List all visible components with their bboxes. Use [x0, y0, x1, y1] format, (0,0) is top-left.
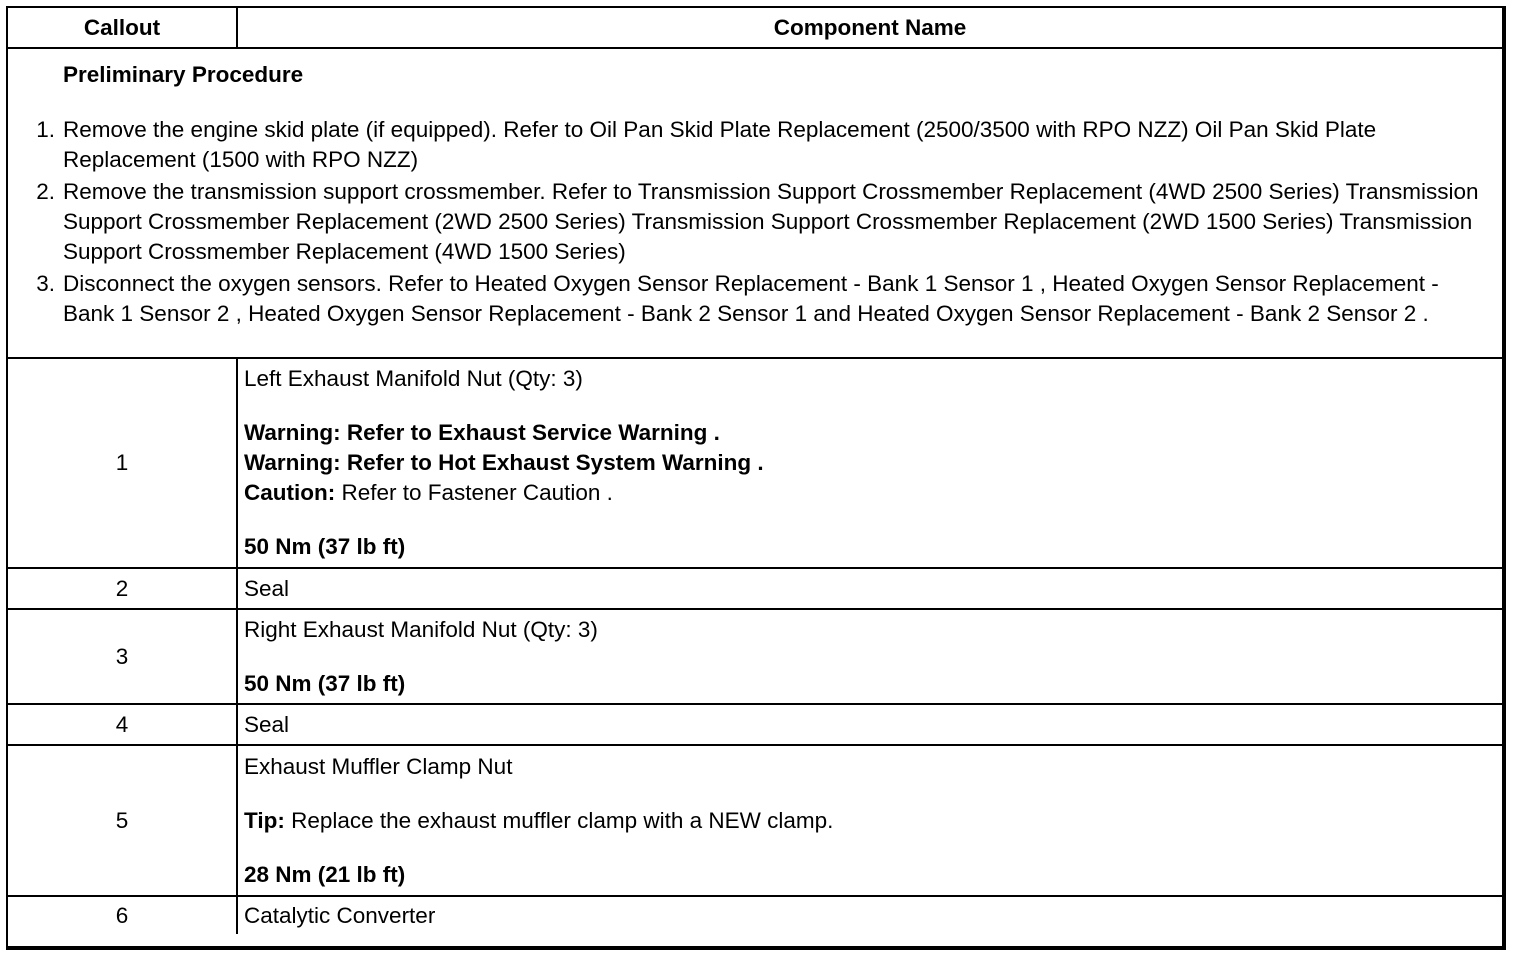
- table-row: [8, 609, 1502, 704]
- callout-cell: 4: [8, 704, 237, 745]
- callout-cell: 3: [8, 609, 237, 704]
- table-header-row: [8, 8, 1502, 48]
- caution-text: Refer to Fastener Caution .: [335, 480, 613, 505]
- component-table: [8, 8, 1502, 934]
- callout-cell: 6: [8, 896, 237, 934]
- table-row: [8, 704, 1502, 745]
- component-cell: [237, 358, 1502, 568]
- component-cell: [237, 896, 1502, 934]
- warning-text: Warning: Refer to Exhaust Service Warning .: [244, 420, 720, 445]
- component-cell: [237, 745, 1502, 896]
- preliminary-procedure-cell: [8, 48, 1502, 358]
- step-number: 2.: [36, 179, 55, 204]
- preliminary-procedure-row: [8, 48, 1502, 358]
- component-cell: [237, 704, 1502, 745]
- tip-line: [244, 806, 1502, 836]
- preliminary-procedure-title: Preliminary Procedure: [63, 62, 304, 87]
- step-number: 3.: [36, 271, 55, 296]
- component-name: Right Exhaust Manifold Nut (Qty: 3): [244, 616, 598, 642]
- caution-label: Caution:: [244, 480, 336, 505]
- torque-spec: 50 Nm (37 lb ft): [244, 534, 406, 559]
- callout-cell: 1: [8, 358, 237, 568]
- table-row: [8, 358, 1502, 568]
- procedure-step: [36, 115, 1502, 175]
- component-cell: [237, 568, 1502, 609]
- step-text: Remove the engine skid plate (if equipped). Refer to Oil Pan Skid Plate Replacement (2500/3500 with RPO NZZ) Oil Pan Skid Plate Replacement (1500 with RPO NZZ): [63, 117, 1377, 172]
- component-table-frame: [6, 6, 1506, 950]
- component-name: Seal: [244, 711, 290, 737]
- torque-spec: 50 Nm (37 lb ft): [244, 670, 406, 696]
- table-row: [8, 896, 1502, 934]
- component-cell: [237, 609, 1502, 704]
- torque-spec: 28 Nm (21 lb ft): [244, 861, 406, 887]
- step-number: 1.: [36, 117, 55, 142]
- component-name: Seal: [244, 575, 290, 601]
- warning-text: Warning: Refer to Hot Exhaust System Warning .: [244, 450, 764, 475]
- header-component-name: Component Name: [237, 8, 1502, 48]
- tip-label: Tip:: [244, 807, 285, 833]
- step-text: Disconnect the oxygen sensors. Refer to Heated Oxygen Sensor Replacement - Bank 1 Sensor 1 , Heated Oxygen Sensor Replacement - Bank 1 Sensor 2 , Heated Oxygen Sensor Replacement - Bank 2 Sensor 1 and Heated Oxygen Sensor Replacement - Bank 2 Sensor 2 .: [63, 271, 1439, 326]
- procedure-step: [36, 269, 1502, 329]
- tip-text: Replace the exhaust muffler clamp with a NEW clamp.: [284, 807, 834, 833]
- procedure-step: [36, 177, 1502, 267]
- component-name: Catalytic Converter: [244, 902, 436, 928]
- step-text: Remove the transmission support crossmember. Refer to Transmission Support Crossmember Replacement (4WD 2500 Series) Transmission Support Crossmember Replacement (2WD 2500 Series) Transmission Support Crossmember Replacement (2WD 1500 Series) Transmission Support Crossmember Replacement (4WD 1500 Series): [63, 179, 1479, 264]
- caution-line: [244, 478, 1502, 508]
- component-name: Left Exhaust Manifold Nut (Qty: 3): [244, 366, 583, 391]
- header-callout: Callout: [8, 8, 237, 48]
- preliminary-steps-list: [8, 115, 1502, 329]
- table-row: [8, 745, 1502, 896]
- callout-cell: 5: [8, 745, 237, 896]
- component-name: Exhaust Muffler Clamp Nut: [244, 753, 513, 779]
- callout-cell: 2: [8, 568, 237, 609]
- table-row: [8, 568, 1502, 609]
